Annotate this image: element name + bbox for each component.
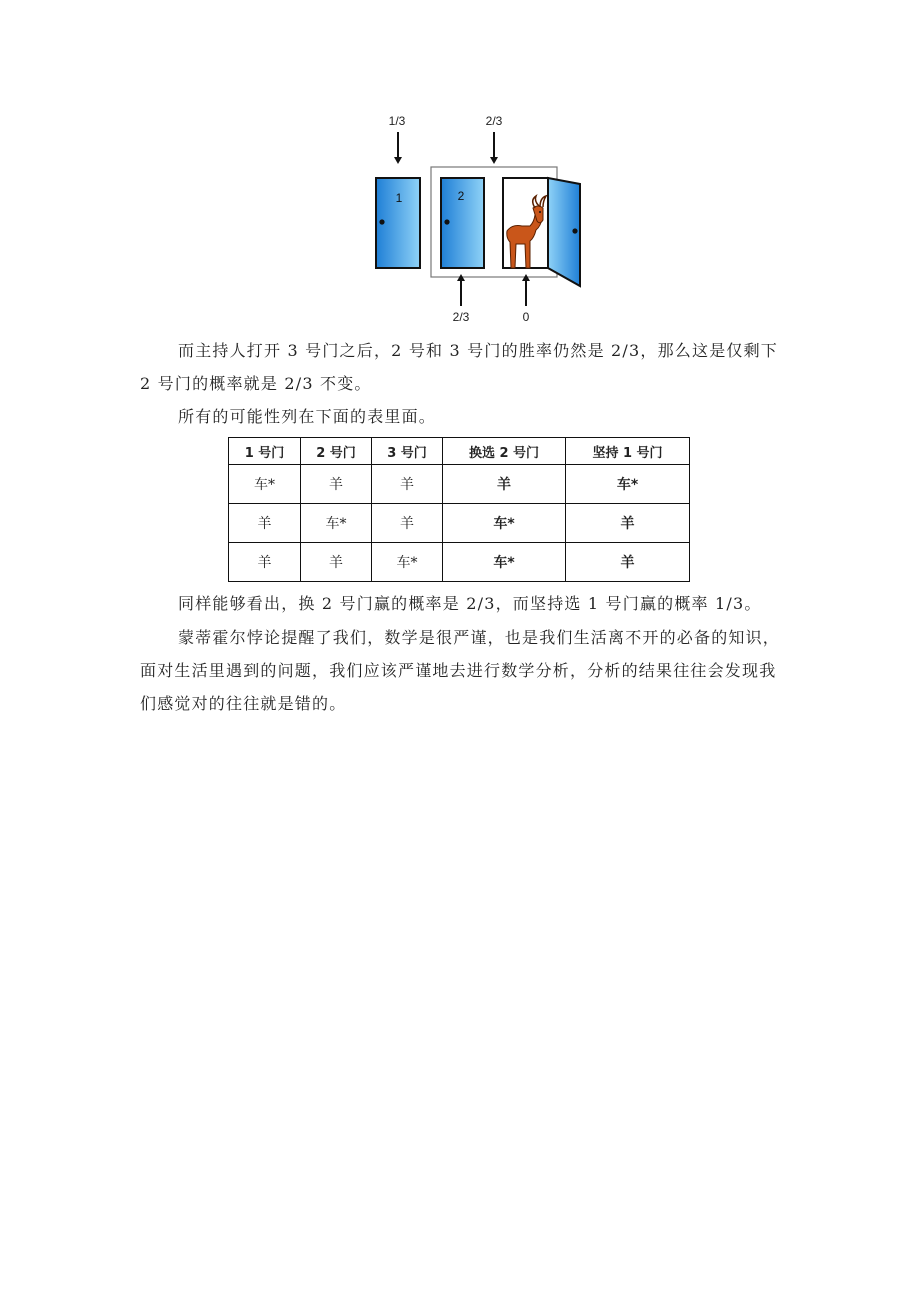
table-cell: 羊	[566, 504, 690, 543]
paragraph-lesson: 蒙蒂霍尔悖论提醒了我们，数学是很严谨，也是我们生活离不开的必备的知识，面对生活里遇到的问题，我们应该严谨地去进行数学分析，分析的结果往往会发现我们感觉对的往往就是错的。	[140, 628, 781, 713]
door-1	[376, 178, 420, 268]
table-header-cell: 1 号门	[229, 438, 301, 465]
prob-label-door2: 2/3	[452, 310, 470, 324]
table-cell: 车*	[443, 504, 566, 543]
monty-hall-figure	[360, 108, 600, 328]
arrow-down-icon	[394, 132, 402, 164]
table-cell: 羊	[443, 465, 566, 504]
table-cell: 羊	[301, 465, 372, 504]
table-cell: 车*	[372, 543, 443, 582]
door-2-number: 2	[457, 189, 465, 203]
table-header-cell: 换选 2 号门	[443, 438, 566, 465]
table-cell: 车*	[566, 465, 690, 504]
table-header-cell: 2 号门	[301, 438, 372, 465]
table-row	[229, 543, 690, 582]
door-1-number: 1	[395, 191, 403, 205]
paragraph-table-intro: 所有的可能性列在下面的表里面。	[178, 407, 437, 426]
arrow-up-icon	[457, 274, 465, 306]
table-cell: 羊	[301, 543, 372, 582]
doors-diagram	[360, 108, 600, 328]
prob-label-door3: 0	[522, 310, 530, 324]
table-row	[229, 465, 690, 504]
prob-label-group-top: 2/3	[485, 114, 503, 128]
table-cell: 羊	[372, 504, 443, 543]
arrow-down-icon	[490, 132, 498, 164]
table-cell: 车*	[229, 465, 301, 504]
table-header-cell: 坚持 1 号门	[566, 438, 690, 465]
table-row	[229, 504, 690, 543]
table-cell: 羊	[229, 543, 301, 582]
table-cell: 羊	[229, 504, 301, 543]
possibility-table	[228, 437, 690, 582]
door-2	[441, 178, 484, 268]
table-header-row	[229, 438, 690, 465]
table-cell: 车*	[301, 504, 372, 543]
paragraph-conclusion: 同样能够看出，换 2 号门赢的概率是 2/3，而坚持选 1 号门赢的概率 1/3。	[178, 594, 762, 613]
table-cell: 羊	[372, 465, 443, 504]
door-3-open-panel	[548, 178, 580, 286]
table-cell: 羊	[566, 543, 690, 582]
paragraph-host-opens-door: 而主持人打开 3 号门之后，2 号和 3 号门的胜率仍然是 2/3，那么这是仅剩下 2 号门的概率就是 2/3 不变。	[140, 341, 779, 393]
prob-label-door1: 1/3	[388, 114, 406, 128]
arrow-up-icon	[522, 274, 530, 306]
table-header-cell: 3 号门	[372, 438, 443, 465]
table-cell: 车*	[443, 543, 566, 582]
